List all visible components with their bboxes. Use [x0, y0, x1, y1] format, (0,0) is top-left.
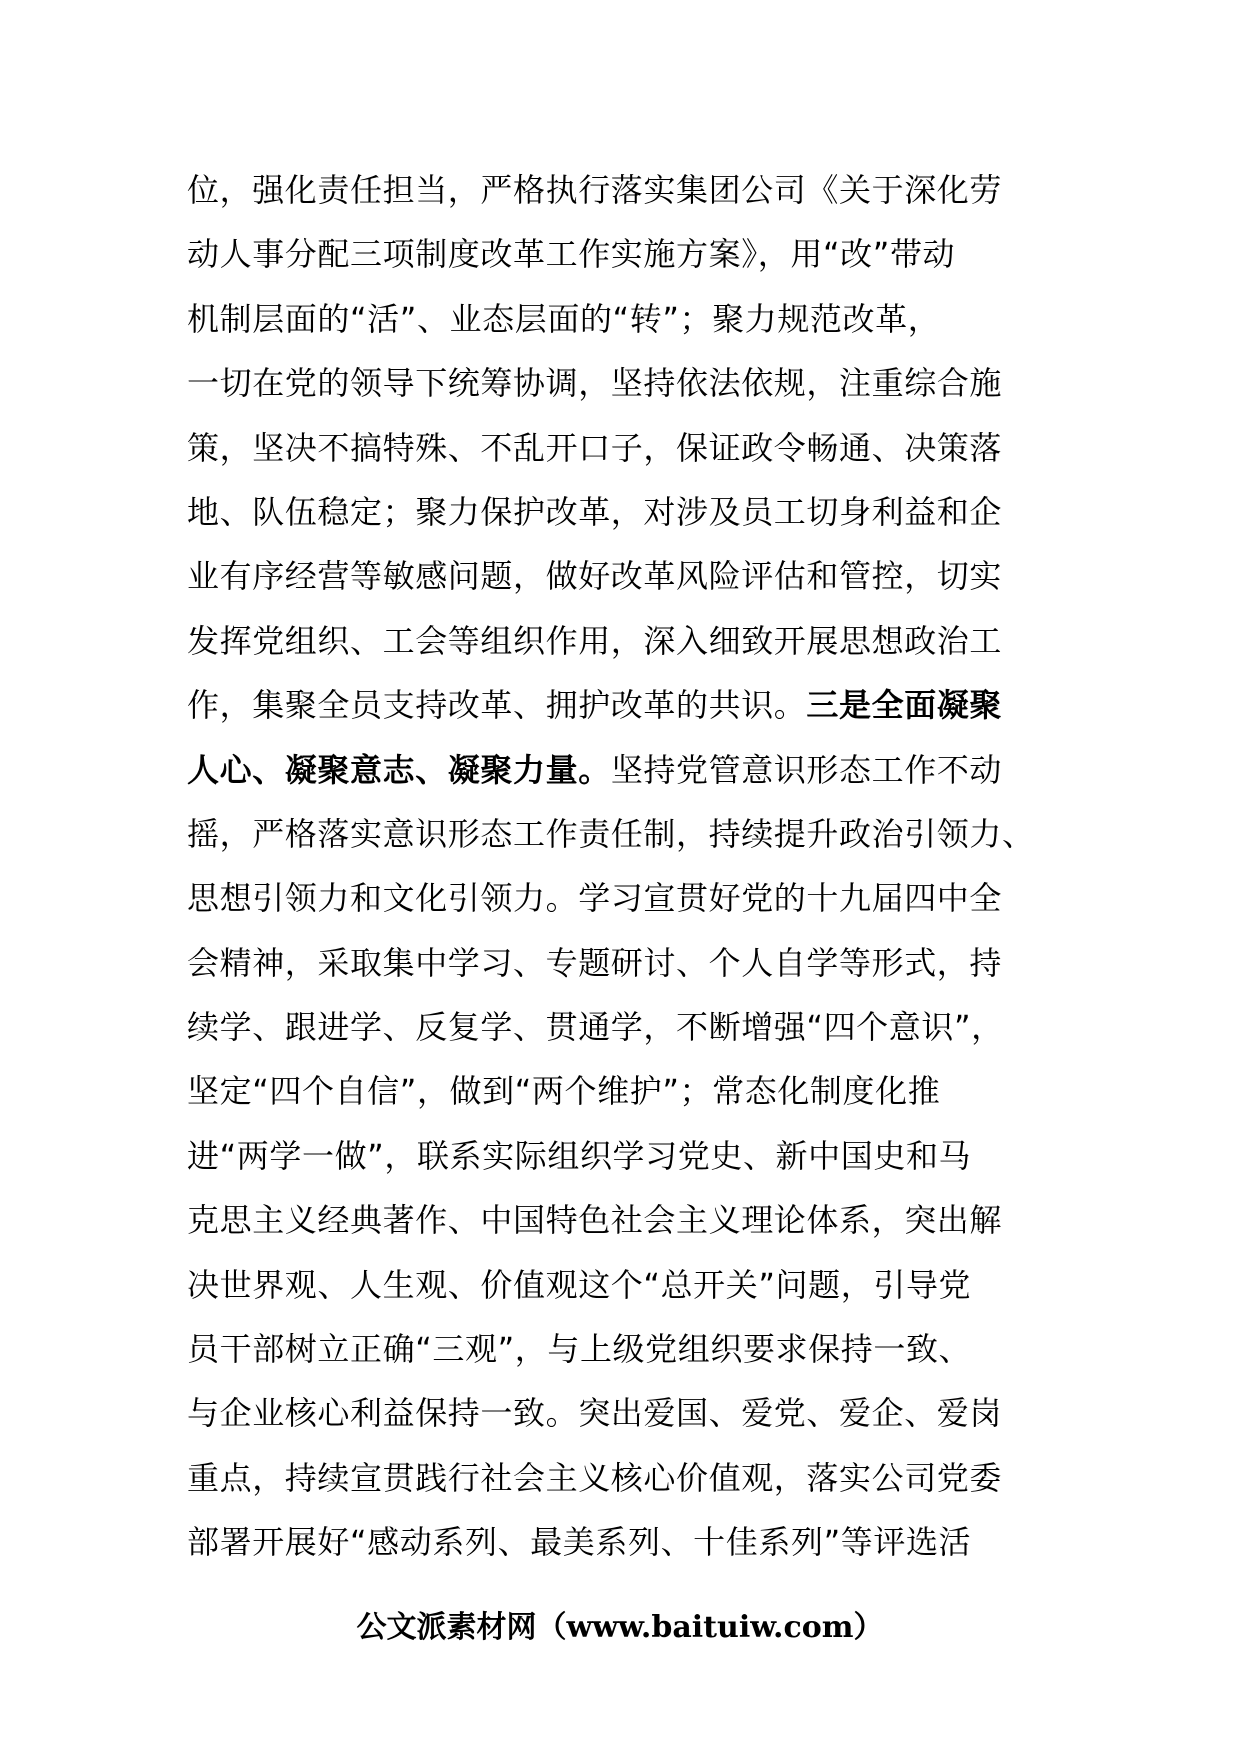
text-segment: 部署开展好“感动系列、最美系列、十佳系列”等评选活	[187, 1523, 972, 1562]
footer-watermark: 公文派素材网（www.baituiw.com）	[356, 1610, 884, 1645]
text-segment: 坚持党管意识形态工作不动	[610, 750, 1003, 789]
text-segment: 与企业核心利益保持一致。突出爱国、爱党、爱企、爱岗	[187, 1394, 1003, 1433]
bold-text-segment: 三是全面凝聚	[806, 686, 1003, 725]
text-line	[187, 544, 1087, 608]
text-segment: 机制层面的“活”、业态层面的“转”；聚力规范改革，	[187, 299, 941, 338]
text-line	[187, 1124, 1087, 1188]
text-segment: 策，坚决不搞特殊、不乱开口子，保证政令畅通、决策落	[187, 428, 1003, 467]
text-segment: 重点，持续宣贯践行社会主义核心价值观，落实公司党委	[187, 1458, 1003, 1497]
text-line	[187, 158, 1087, 222]
text-line	[187, 931, 1087, 995]
text-segment: 作，集聚全员支持改革、拥护改革的共识。	[187, 686, 807, 725]
text-segment: 地、队伍稳定；聚力保护改革，对涉及员工切身利益和企	[187, 492, 1003, 531]
text-segment: 决世界观、人生观、价值观这个“总开关”问题，引导党	[187, 1265, 972, 1304]
text-line	[187, 1253, 1087, 1317]
text-line	[187, 1510, 1087, 1574]
text-segment: 业有序经营等敏感问题，做好改革风险评估和管控，切实	[187, 557, 1003, 596]
text-segment: 续学、跟进学、反复学、贯通学，不断增强“四个意识”，	[187, 1008, 1004, 1047]
text-line	[187, 802, 1087, 866]
text-line	[187, 287, 1087, 351]
text-segment: 坚定“四个自信”，做到“两个维护”；常态化制度化推	[187, 1072, 941, 1111]
text-line	[187, 1317, 1087, 1381]
text-segment: 位，强化责任担当，严格执行落实集团公司《关于深化劳	[187, 171, 1003, 209]
text-line	[187, 1446, 1087, 1510]
text-line	[187, 416, 1087, 480]
text-line	[187, 995, 1087, 1059]
text-line	[187, 738, 1087, 802]
text-segment: 一切在党的领导下统筹协调，坚持依法依规，注重综合施	[187, 364, 1003, 403]
body-text	[187, 158, 1087, 1575]
text-line	[187, 222, 1087, 286]
text-segment: 克思主义经典著作、中国特色社会主义理论体系，突出解	[187, 1201, 1003, 1240]
text-line	[187, 1059, 1087, 1123]
text-line	[187, 351, 1087, 415]
text-segment: 摇，严格落实意识形态工作责任制，持续提升政治引领力、	[187, 814, 1035, 853]
text-line	[187, 866, 1087, 930]
text-line	[187, 609, 1087, 673]
text-line	[187, 1188, 1087, 1252]
text-line	[187, 673, 1087, 737]
text-segment: 动人事分配三项制度改革工作实施方案》，用“改”带动	[187, 235, 956, 274]
text-segment: 进“两学一做”，联系实际组织学习党史、新中国史和马	[187, 1136, 972, 1175]
text-segment: 发挥党组织、工会等组织作用，深入细致开展思想政治工	[187, 621, 1003, 660]
text-line	[187, 1381, 1087, 1445]
text-line	[187, 480, 1087, 544]
text-segment: 思想引领力和文化引领力。学习宣贯好党的十九届四中全	[187, 879, 1003, 918]
text-segment: 员干部树立正确“三观”，与上级党组织要求保持一致、	[187, 1330, 972, 1369]
text-segment: 会精神，采取集中学习、专题研讨、个人自学等形式，持	[187, 943, 1003, 982]
bold-text-segment: 人心、凝聚意志、凝聚力量。	[187, 750, 611, 789]
